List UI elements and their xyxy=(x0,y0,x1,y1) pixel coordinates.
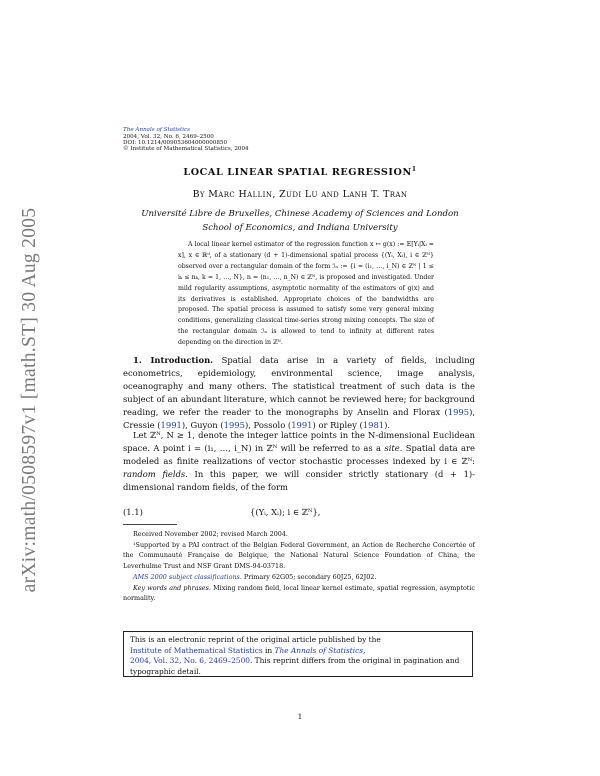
citation-link[interactable]: 1995 xyxy=(447,406,470,417)
section-heading: 1. Introduction. xyxy=(133,355,214,365)
paper-title: LOCAL LINEAR SPATIAL REGRESSION$^1$ xyxy=(183,166,417,179)
intro-paragraph-1: 1. Introduction. Spatial data arise in a variety of fields, including econometrics, epidemiology, environmental science, image analysis, oceanography and many others. The statistical treatment of such data is the subject of an abundant literature, which cannot be reviewed here; for background reading, we refer the reader to the monographs by Anselin and Florax (1995), Cressie (1991), Guyon (1995), Possolo (1991) or Ripley (1981). xyxy=(123,355,475,430)
doi[interactable]: DOI: 10.1214/009053604000000850 xyxy=(123,140,228,146)
received-note: Received November 2002; revised March 2004. xyxy=(133,530,288,538)
footnote-rule xyxy=(123,524,177,525)
arxiv-side-stamp xyxy=(20,120,40,680)
abstract: A local linear kernel estimator of the regression function x ↦ g(x) := E[Yᵢ|Xᵢ = x], x ∈ ℝᵈ, of a stationary (d + 1)-dimensional spatial process {(Yᵢ, Xᵢ), i ∈ ℤᴺ} observed over a rectangular domain of the form ℐₙ := {i = (i₁, …, i_N) ∈ ℤᴺ | 1 ≤ iₖ ≤ nₖ, k = 1, …, N}, n = (n₁, …, n_N) ∈ ℤᴺ, is proposed and investigated. Under mild regularity assumptions, asymptotic normality of the estimators of g(x) and its derivatives is established. Appropriate choices of the bandwidths are proposed. The spatial process is assumed to satisfy some very general mixing conditions, generalizing classical time-series strong mixing concepts. The size of the rectangular domain ℐₙ is allowed to tend to infinity at different rates depending on the direction in ℤᴺ. xyxy=(178,241,434,347)
authors: By Marc Hallin, Zudi Lu and Lanh T. Tran xyxy=(192,189,408,200)
title-footnote-mark[interactable]: 1 xyxy=(411,166,417,173)
reprint-notice: This is an electronic reprint of the original article published by the Institute of Mathematical Statistics in The Annals of Statistics, 2004, Vol. 32, No. 6, 2469–2500. This reprint differs from the original in pagination and typographic detail. xyxy=(123,631,473,677)
volume-link[interactable]: 2004, Vol. 32, No. 6, 2469–2500 xyxy=(130,656,250,666)
journal-name[interactable]: The Annals of Statistics xyxy=(123,127,191,133)
journal-link[interactable]: The Annals of Statistics xyxy=(274,645,364,655)
journal-volume: 2004, Vol. 32, No. 6, 2469–2500 xyxy=(123,134,214,140)
citation-link[interactable]: 1981 xyxy=(362,419,385,430)
ams-link[interactable]: AMS 2000 subject classifications. xyxy=(133,573,242,581)
affiliation: Université Libre de Bruxelles, Chinese Academy of Sciences and London School of Economics, and Indiana University xyxy=(141,209,459,233)
copyright: © Institute of Mathematical Statistics, 2004 xyxy=(123,146,249,152)
support-footnote: ¹Supported by a PAI contract of the Belgian Federal Government, an Action de Recherche Concertée of the Communauté Française de Belgique, the National Natural Science Foundation of China, the Leverhulme Trust and NSF Grant DMS-94-03718. xyxy=(123,541,475,570)
citation-link[interactable]: 1991 xyxy=(291,419,313,430)
page-number: 1 xyxy=(297,712,303,721)
citation-link[interactable]: 1991 xyxy=(160,419,182,430)
keywords: Key words and phrases. Mixing random field, local linear kernel estimate, spatial regression, asymptotic normality. xyxy=(123,584,476,603)
citation-link[interactable]: 1995 xyxy=(223,419,245,430)
intro-paragraph-2: Let ℤᴺ, N ≥ 1, denote the integer lattice points in the N-dimensional Euclidean space. A point i = (i₁, …, i_N) in ℤᴺ will be referred to as a site. Spatial data are modeled as finite realizations of vector stochastic processes indexed by i ∈ ℤᴺ: random fields. In this paper, we will consider strictly stationary (d + 1)-dimensional random fields, of the form xyxy=(123,430,475,492)
equation-number: (1.1) xyxy=(123,507,143,517)
arxiv-stamp-text: arXiv:math/0508597v1 [math.ST] 30 Aug 2005 xyxy=(19,207,40,593)
institute-link[interactable]: Institute of Mathematical Statistics xyxy=(130,645,263,655)
equation: {(Yᵢ, Xᵢ); i ∈ ℤᴺ}, xyxy=(250,507,321,517)
ams-classification: AMS 2000 subject classifications. Primary 62G05; secondary 60J25, 62J02. xyxy=(133,573,377,581)
